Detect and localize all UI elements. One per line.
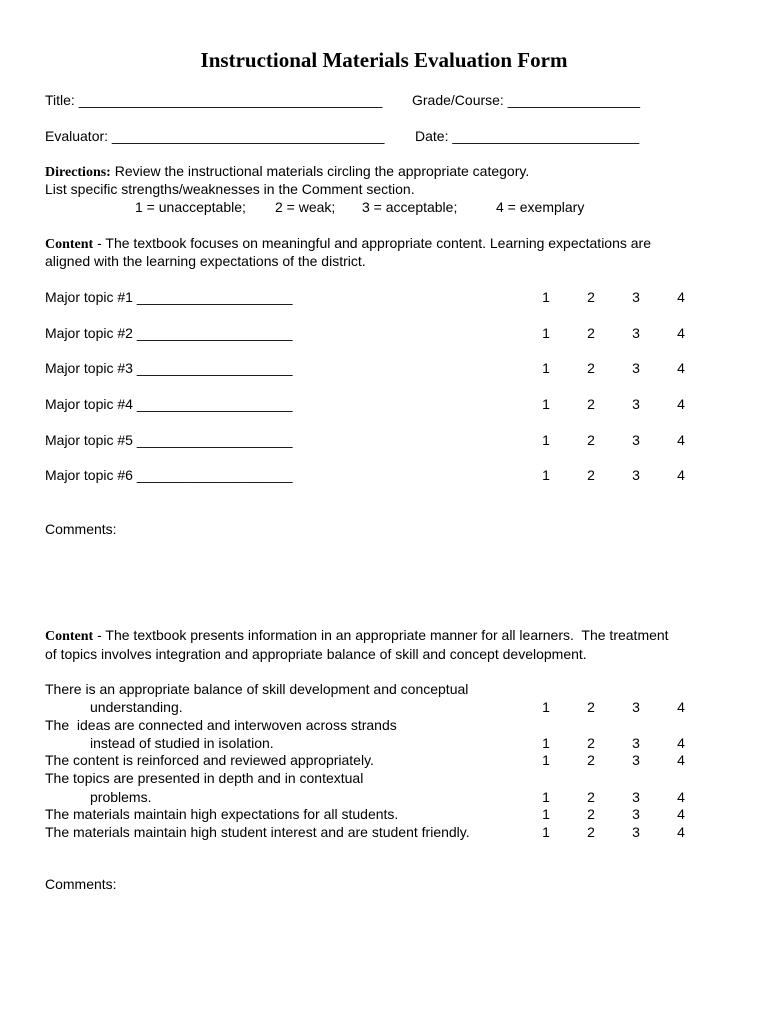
criterion-1-line-1: There is an appropriate balance of skill development and conceptual (45, 681, 469, 697)
rating-option-4[interactable]: 4 (677, 824, 685, 840)
criterion-2-line-1: The ideas are connected and interwoven across strands (45, 717, 397, 733)
rating-option-1[interactable]: 1 (542, 360, 550, 376)
rating-option-1[interactable]: 1 (542, 289, 550, 305)
rating-option-1[interactable]: 1 (542, 467, 550, 483)
scale-2: 2 = weak; (275, 199, 336, 215)
date-field[interactable]: Date: ________________________ (415, 128, 640, 144)
rating-option-2[interactable]: 2 (587, 789, 595, 805)
topic-row-6: Major topic #6 ____________________ (45, 467, 293, 483)
topic-row-4: Major topic #4 ____________________ (45, 396, 293, 412)
rating-option-2[interactable]: 2 (587, 806, 595, 822)
rating-option-2[interactable]: 2 (587, 824, 595, 840)
section1-label: Content (45, 237, 94, 252)
rating-option-2[interactable]: 2 (587, 735, 595, 751)
rating-option-4[interactable]: 4 (677, 432, 685, 448)
rating-option-3[interactable]: 3 (632, 467, 640, 483)
scale-3: 3 = acceptable; (362, 199, 458, 215)
rating-option-2[interactable]: 2 (587, 432, 595, 448)
topic-row-3: Major topic #3 ____________________ (45, 360, 293, 376)
rating-option-2[interactable]: 2 (587, 467, 595, 483)
criterion-4-line-2: problems. (90, 789, 152, 805)
criterion-5: The materials maintain high expectations for all students. (45, 806, 399, 822)
rating-option-3[interactable]: 3 (632, 824, 640, 840)
rating-option-4[interactable]: 4 (677, 396, 685, 412)
directions-line-1 (45, 163, 529, 181)
rating-option-2[interactable]: 2 (587, 289, 595, 305)
section1-comments-label: Comments: (45, 521, 117, 537)
rating-option-1[interactable]: 1 (542, 752, 550, 768)
criterion-6: The materials maintain high student interest and are student friendly. (45, 824, 470, 840)
directions-text: Review the instructional materials circling the appropriate category. (110, 163, 530, 179)
topic-row-5: Major topic #5 ____________________ (45, 432, 293, 448)
scale-1: 1 = unacceptable; (135, 199, 246, 215)
rating-option-3[interactable]: 3 (632, 360, 640, 376)
title-field[interactable]: Title: _______________________________________ (45, 92, 383, 108)
section1-intro-line-1 (45, 235, 651, 253)
rating-option-4[interactable]: 4 (677, 789, 685, 805)
rating-option-3[interactable]: 3 (632, 806, 640, 822)
rating-option-1[interactable]: 1 (542, 824, 550, 840)
rating-option-3[interactable]: 3 (632, 432, 640, 448)
rating-option-4[interactable]: 4 (677, 735, 685, 751)
section2-comments-label: Comments: (45, 876, 117, 892)
section1-intro: - The textbook focuses on meaningful and appropriate content. Learning expectations are (93, 235, 652, 251)
topic-row-1: Major topic #1 ____________________ (45, 289, 293, 305)
criterion-4-line-1: The topics are presented in depth and in contextual (45, 770, 364, 786)
rating-option-1[interactable]: 1 (542, 735, 550, 751)
directions-label: Directions: (45, 165, 111, 180)
rating-option-4[interactable]: 4 (677, 752, 685, 768)
rating-option-1[interactable]: 1 (542, 432, 550, 448)
criterion-3: The content is reinforced and reviewed appropriately. (45, 752, 374, 768)
rating-option-4[interactable]: 4 (677, 806, 685, 822)
rating-option-3[interactable]: 3 (632, 396, 640, 412)
rating-option-3[interactable]: 3 (632, 752, 640, 768)
rating-option-3[interactable]: 3 (632, 325, 640, 341)
section2-intro-line-1 (45, 627, 669, 645)
section2-intro-line-2: of topics involves integration and appropriate balance of skill and concept development. (45, 646, 587, 662)
rating-option-4[interactable]: 4 (677, 360, 685, 376)
rating-option-2[interactable]: 2 (587, 325, 595, 341)
scale-4: 4 = exemplary (496, 199, 585, 215)
criterion-2-line-2: instead of studied in isolation. (90, 735, 274, 751)
rating-option-4[interactable]: 4 (677, 467, 685, 483)
rating-option-3[interactable]: 3 (632, 289, 640, 305)
rating-option-2[interactable]: 2 (587, 396, 595, 412)
section2-intro: - The textbook presents information in an appropriate manner for all learners. The treatment (93, 627, 669, 643)
rating-option-4[interactable]: 4 (677, 699, 685, 715)
rating-option-4[interactable]: 4 (677, 289, 685, 305)
rating-option-2[interactable]: 2 (587, 699, 595, 715)
rating-option-3[interactable]: 3 (632, 789, 640, 805)
rating-option-1[interactable]: 1 (542, 396, 550, 412)
section1-intro-line-2: aligned with the learning expectations of the district. (45, 253, 366, 269)
rating-option-2[interactable]: 2 (587, 360, 595, 376)
evaluator-field[interactable]: Evaluator: ___________________________________ (45, 128, 385, 144)
rating-option-1[interactable]: 1 (542, 699, 550, 715)
grade-course-field[interactable]: Grade/Course: _________________ (412, 92, 641, 108)
rating-option-2[interactable]: 2 (587, 752, 595, 768)
rating-option-4[interactable]: 4 (677, 325, 685, 341)
topic-row-2: Major topic #2 ____________________ (45, 325, 293, 341)
rating-option-1[interactable]: 1 (542, 325, 550, 341)
rating-option-3[interactable]: 3 (632, 735, 640, 751)
rating-option-3[interactable]: 3 (632, 699, 640, 715)
criterion-1-line-2: understanding. (90, 699, 183, 715)
directions-line-2: List specific strengths/weaknesses in the Comment section. (45, 181, 415, 197)
section2-label: Content (45, 629, 94, 644)
form-title: Instructional Materials Evaluation Form (200, 48, 568, 72)
rating-option-1[interactable]: 1 (542, 789, 550, 805)
rating-option-1[interactable]: 1 (542, 806, 550, 822)
